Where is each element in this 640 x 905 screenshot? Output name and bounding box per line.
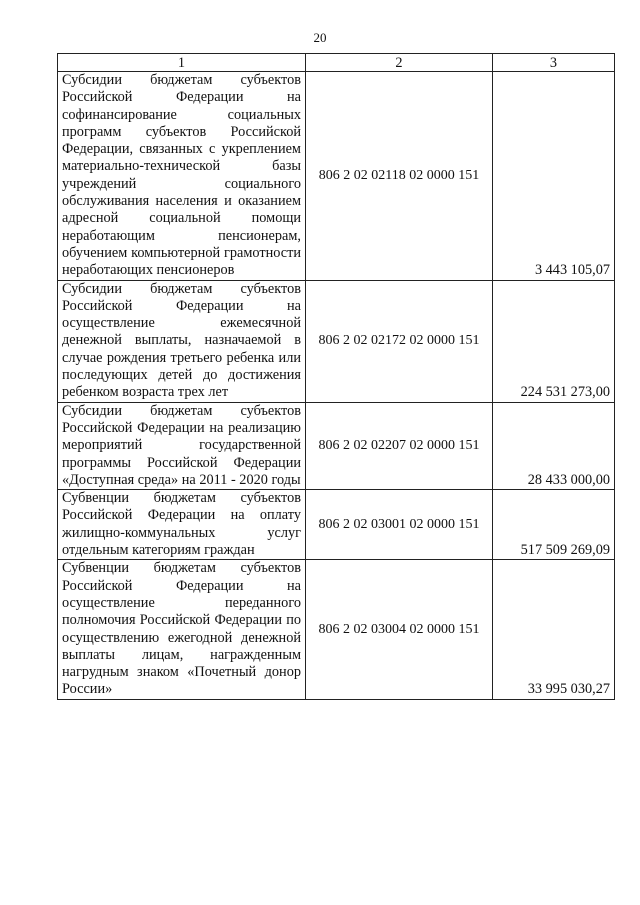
row-code: 806 2 02 02207 02 0000 151 xyxy=(306,402,493,489)
column-header-1: 1 xyxy=(58,54,306,72)
row-amount: 224 531 273,00 xyxy=(493,280,615,402)
table-row xyxy=(58,280,615,402)
row-description: Субсидии бюджетам субъектов Российской Федерации на софинансирование социальных программ субъектов Российской Федерации, связанных с укреплением материально-технической базы учреждений социального обслуживания населения и оказанием адресной социальной помощи неработающим пенсионерам, обучением компьютерной грамотности неработающих пенсионеров xyxy=(58,72,306,281)
row-amount: 3 443 105,07 xyxy=(493,72,615,281)
row-amount: 28 433 000,00 xyxy=(493,402,615,489)
budget-table xyxy=(57,53,615,700)
column-header-2: 2 xyxy=(306,54,493,72)
row-description: Субвенции бюджетам субъектов Российской Федерации на оплату жилищно-коммунальных услуг отдельным категориям граждан xyxy=(58,490,306,560)
column-header-3: 3 xyxy=(493,54,615,72)
page-number: 20 xyxy=(313,30,327,45)
row-code: 806 2 02 03004 02 0000 151 xyxy=(306,560,493,699)
row-description: Субсидии бюджетам субъектов Российской Федерации на осуществление ежемесячной денежной выплаты, назначаемой в случае рождения третьего ребенка или последующих детей до достижения ребенком возраста трех лет xyxy=(58,280,306,402)
row-code: 806 2 02 02118 02 0000 151 xyxy=(306,72,493,281)
table-row xyxy=(58,402,615,489)
table-row xyxy=(58,560,615,699)
table-row xyxy=(58,72,615,281)
row-amount: 517 509 269,09 xyxy=(493,490,615,560)
table-row xyxy=(58,490,615,560)
row-description: Субсидии бюджетам субъектов Российской Федерации на реализацию мероприятий государственной программы Российской Федерации «Доступная среда» на 2011 - 2020 годы xyxy=(58,402,306,489)
header-row xyxy=(58,54,615,72)
row-description: Субвенции бюджетам субъектов Российской Федерации на осуществление переданного полномочия Российской Федерации по осуществлению ежегодной денежной выплаты лицам, награжденным нагрудным знаком «Почетный донор России» xyxy=(58,560,306,699)
row-amount: 33 995 030,27 xyxy=(493,560,615,699)
row-code: 806 2 02 02172 02 0000 151 xyxy=(306,280,493,402)
row-code: 806 2 02 03001 02 0000 151 xyxy=(306,490,493,560)
